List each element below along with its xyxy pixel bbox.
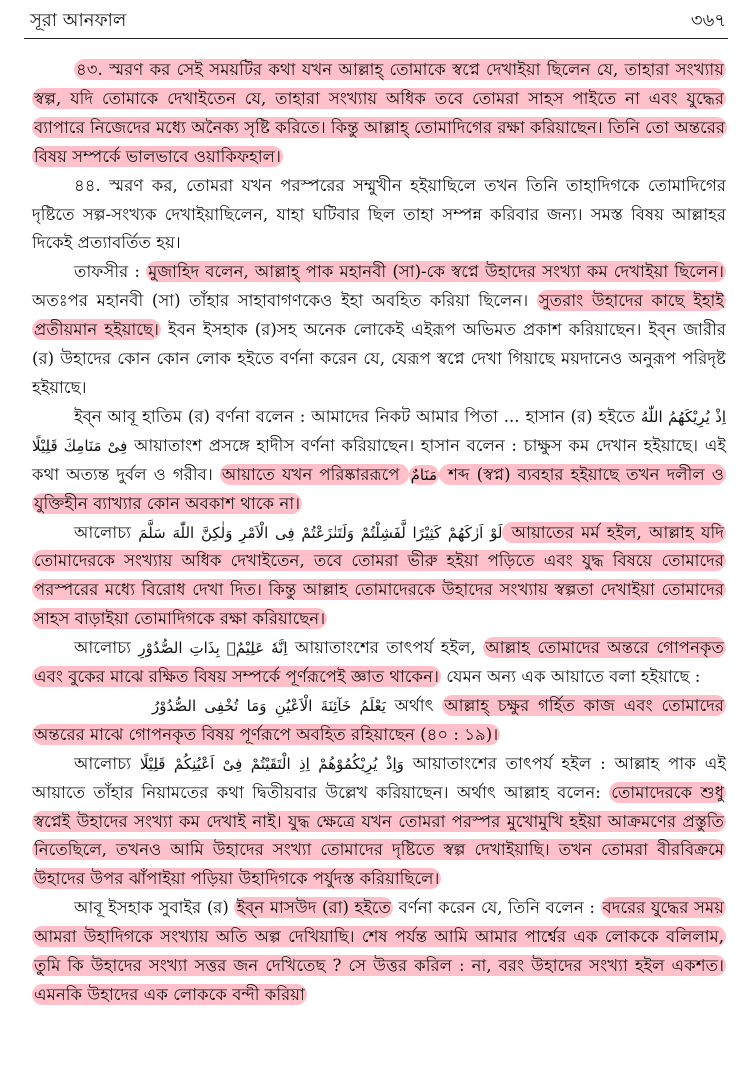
highlighted-text: ৪৩. স্মরণ কর সেই সময়টির কথা যখন আল্লাহ্ তোমাকে স্বপ্নে দেখাইয়া ছিলেন যে, তাহারা সংখ্যায় স্বল্প, যদি তোমাকে দেখাইতেন যে, তাহারা সংখ্যায় অধিক তবে তোমরা সাহস পাইতে না এবং যুদ্ধের ব্যাপারে নিজেদের মধ্যে অনৈক্য সৃষ্টি করিতে। কিন্তু আল্লাহ্ তোমাদিগের রক্ষা করিয়াছেন। তিনি তো অন্তরের বিষয় সম্পর্কে ভালভাবে ওয়াকিফহাল।	[34, 60, 726, 166]
highlighted-text: ইব্‌ন মাসউদ (রা) হইতে	[236, 898, 391, 918]
text-segment: আলোচ্য	[74, 753, 140, 773]
paragraph	[32, 692, 726, 750]
arabic-verse: اِذْ يُرِيْكَهُمُ اللّٰهُ فِىْ مَنَامِكَ قَلِيْلًا	[32, 407, 727, 455]
surah-title: সূরা আনফাল	[30, 9, 127, 31]
highlighted-text: আয়াতে যখন পরিষ্কাররূপে	[221, 464, 407, 484]
text-segment: অর্থাৎ	[385, 695, 443, 715]
paragraph	[32, 750, 726, 895]
arabic-verse: وَاِذْ يُرِيْكُمُوْهُمْ اِذِ الْتَقَيْتُمْ فِىْ اَعْيُنِكُمْ قَلِيْلًا	[139, 754, 404, 773]
paragraph	[32, 634, 726, 692]
text-segment: আয়াতাংশ প্রসঙ্গে হাদীস বর্ণনা করিয়াছেন। হাসান বলেন : চাক্ষুস কম দেখান হইয়াছে। এই কথা অত্যন্ত দুর্বল ও গরীব।	[32, 435, 726, 484]
highlighted-text: মুজাহিদ বলেন, আল্লাহ্ পাক মহানবী (সা)-কে স্বপ্নে উহাদের সংখ্যা কম দেখাইয়া ছিলেন।	[148, 262, 724, 282]
paragraph	[32, 403, 726, 519]
highlighted-text: আল্লাহ্ চক্ষুর গর্হিত কাজ এবং তোমাদের অন্তরের মাঝে গোপনকৃত বিষয় পূর্ণরূপে অবহিত রহিয়াছেন (৪০ : ১৯)।	[34, 695, 724, 744]
arabic-verse: يَعْلَمُ خَآئِنَةَ الْاَعْيُنِ وَمَا تُخْفِى الصُّدُوْرُ	[152, 696, 386, 715]
page-number: ৩৬৭	[690, 9, 726, 31]
text-segment: ইবন ইসহাক (র)সহ অনেক লোকেই এইরূপ অভিমত প্রকাশ করিয়াছেন। ইব্‌ন জারীর (র) উহাদের কোন কোন লোক হইতে বর্ণনা করেন যে, যেরূপ স্বপ্নে দেখা গিয়াছে ময়দানেও অনুরূপ পরিদৃষ্ট হইয়াছে।	[32, 320, 726, 397]
text-segment: ইব্‌ন আবূ হাতিম (র) বর্ণনা বলেন : আমাদের নিকট আমার পিতা ... হাসান (র) হইতে	[74, 406, 641, 426]
highlighted-text: শব্দ (স্বপ্ন) ব্যবহার হইয়াছে তখন দলীল ও যুক্তিহীন ব্যাখ্যার কোন অবকাশ থাকে না।	[34, 464, 725, 513]
page-header	[30, 6, 726, 36]
text-segment: ৪৪. স্মরণ কর, তোমরা যখন পরস্পরের সম্মুখীন হইয়াছিলে তখন তিনি তাহাদিগকে তোমাদিগের দৃষ্টিতে সল্প-সংখ্যক দেখাইয়াছিলেন, যাহা ঘটিবার ছিল তাহা সম্পন্ন করিবার জন্য। সমস্ত বিষয় আল্লাহর দিকেই প্রত্যাবর্তিত হয়।	[32, 175, 726, 253]
text-segment: আলোচ্য	[74, 638, 139, 658]
text-segment: তাফসীর :	[74, 262, 147, 282]
text-segment: যেমন অন্য এক আয়াতে বলা হইয়াছে :	[441, 667, 701, 687]
text-segment: অতঃপর মহানবী (সা) তাঁহার সাহাবাগণকেও ইহা অবহিত করিয়া ছিলেন।	[32, 291, 537, 311]
paragraph	[32, 894, 726, 1010]
highlighted-text: আল্লাহ তোমাদের অন্তরে গোপনকৃত এবং বুকের মাঝে রক্ষিত বিষয় সম্পর্কে পূর্ণরূপেই জ্ঞাত থাকেন।	[34, 638, 724, 687]
paragraph	[32, 519, 726, 635]
text-segment: আয়াতাংশের তাৎপর্য হইল,	[287, 638, 484, 658]
text-segment: আলোচ্য	[74, 522, 139, 542]
highlighted-text: আয়াতের মর্ম হইল, আল্লাহ যদি তোমাদেরকে সংখ্যায় অধিক দেখাইতেন, তবে তোমরা ভীরু হইয়া পড়িতে এবং যুদ্ধ বিষয়ে তোমাদের পরস্পরের মধ্যে বিরোধ দেখা দিত। কিন্তু আল্লাহ তোমাদেরকে উহাদের সংখ্যায় স্বল্পতা দেখাইয়া তোমাদের সাহস বাড়াইয়া তোমাদিগকে রক্ষা করিয়াছেন।	[34, 522, 724, 629]
highlighted-text: বদরের যুদ্ধের সময় আমরা উহাদিগকে সংখ্যায় অতি অল্প দেখিয়াছি। শেষ পর্যন্ত আমি আমার পার্শ্বের এক লোককে বলিলাম, তুমি কি উহাদের সংখ্যা সত্তর জন দেখিতেছ ? সে উত্তর করিল : না, বরং উহাদের সংখ্যা হইল একশত। এমনকি উহাদের এক লোককে বন্দী করিয়া	[34, 898, 725, 1004]
page-body	[32, 56, 726, 1070]
arabic-verse: مَنَامٌ	[410, 465, 438, 484]
highlighted-text: তোমাদেরকে শুধু স্বপ্নেই উহাদের সংখ্যা কম দেখাই নাই। যুদ্ধ ক্ষেত্রে যখন তোমরা পরস্পর মুখোমুখি হইয়া আক্রমণের প্রস্তুতি নিতেছিলে, তখনও আমি উহাদের সংখ্যা তোমাদের দৃষ্টিতে স্বল্প দেখাইয়াছি। তখন তোমরা বীরবিক্রমে উহাদের উপর ঝাঁপাইয়া পড়িয়া উহাদিগকে পর্যুদস্ত করিয়াছিলে।	[34, 782, 724, 889]
text-segment: বর্ণনা করেন যে, তিনি বলেন :	[392, 898, 601, 918]
paragraph	[32, 172, 726, 259]
arabic-verse: لَوْ اَرٰكَهُمْ كَثِيْرًا لَّفَشِلْتُمْ وَلَتَنٰزَعْتُمْ فِى الْاَمْرِ وَلٰكِنَّ اللّٰهَ سَلَّمَ	[138, 523, 503, 542]
paragraph	[32, 258, 726, 403]
header-rule	[24, 38, 728, 39]
text-segment: আবূ ইসহাক সুবাইর (র)	[74, 898, 235, 918]
highlighted-text: সুতরাং উহাদের কাছে ইহাই প্রতীয়মান হইয়াছে।	[34, 291, 724, 340]
paragraph	[32, 56, 726, 172]
text-segment: আয়াতাংশের তাৎপর্য হইল : আল্লাহ পাক এই আয়াতে তাঁহার নিয়ামতের কথা দ্বিতীয়বার উল্লেখ করিয়াছেন। অর্থাৎ আল্লাহ বলেন:	[32, 753, 726, 802]
arabic-verse: اِنَّهٗ عَلِيْمٌۢ بِذَاتِ الصُّدُوْرِ	[138, 639, 288, 658]
